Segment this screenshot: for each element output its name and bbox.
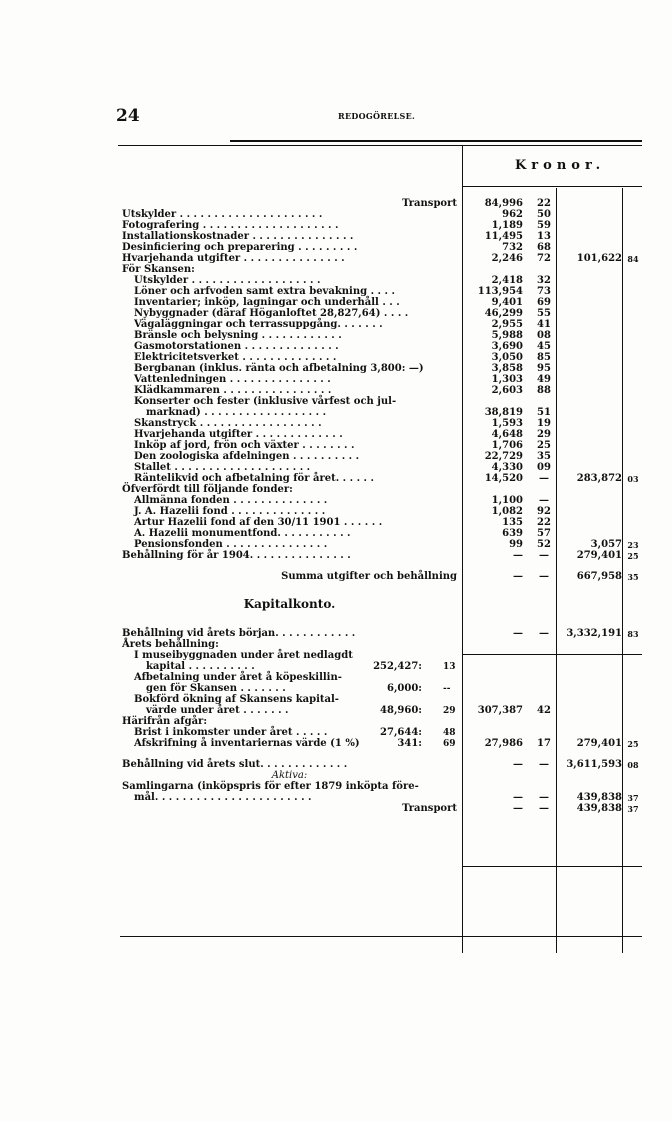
- amount-kronor: 2,418: [491, 275, 523, 286]
- total-kronor: 3,332,191: [566, 628, 622, 639]
- total-ore: 08: [627, 760, 639, 770]
- row-label: A. Hazelii monumentfond. . . . . . . . . . .: [134, 528, 351, 539]
- row-label: Behållning vid årets slut. . . . . . . . . . . . .: [122, 759, 348, 770]
- row-label: Bergbanan (inklus. ränta och afbetalning 3,800: —): [134, 363, 424, 374]
- amount-kronor: 1,593: [491, 418, 523, 429]
- amount-kronor: 135: [502, 517, 523, 528]
- total-ore: 25: [627, 739, 639, 749]
- row-label: Nybyggnader (däraf Höganloftet 28,827,64) . . . .: [134, 308, 409, 319]
- amount-ore: 45: [537, 341, 551, 352]
- amount-ore: 95: [537, 363, 551, 374]
- row-label: Summa utgifter och behållning: [281, 571, 457, 582]
- amount-kronor: 113,954: [477, 286, 523, 297]
- amount-ore: 88: [537, 385, 551, 396]
- amount-kronor: 46,299: [484, 308, 523, 319]
- amount-ore: 55: [537, 308, 551, 319]
- amount-kronor: 732: [502, 242, 523, 253]
- amount-ore: 35: [537, 451, 551, 462]
- row-label: Bränsle och belysning . . . . . . . . . . . .: [134, 330, 342, 341]
- table-row: [0, 550, 672, 562]
- total-kronor: 279,401: [576, 738, 622, 749]
- amount-kronor: 5,988: [491, 330, 523, 341]
- amount-ore: 59: [537, 220, 551, 231]
- total-kronor: 283,872: [576, 473, 622, 484]
- amount-kronor: 9,401: [491, 297, 523, 308]
- top-rule: [230, 140, 642, 142]
- total-kronor: 3,611,593: [566, 759, 622, 770]
- row-label: Installationskostnader . . . . . . . . . . . . . . .: [122, 231, 354, 242]
- end-rule: [120, 936, 642, 937]
- header-rule: [462, 186, 642, 187]
- amount-ore: 57: [537, 528, 551, 539]
- amount-kronor: 1,706: [491, 440, 523, 451]
- row-label: För Skansen:: [122, 264, 195, 275]
- row-label: Behållning för år 1904. . . . . . . . . . . . . . .: [122, 550, 351, 561]
- amount-kronor: 84,996: [484, 198, 523, 209]
- row-label: Löner och arfvoden samt extra bevakning . . . .: [134, 286, 395, 297]
- column-header-kronor: Kronor.: [515, 158, 606, 173]
- row-label: J. A. Hazelii fond . . . . . . . . . . . . . .: [134, 506, 326, 517]
- amount-ore: 50: [537, 209, 551, 220]
- amount-kronor: 639: [502, 528, 523, 539]
- inner-amount-kronor: 6,000:: [386, 683, 422, 694]
- inner-amount-kronor: 341:: [397, 738, 422, 749]
- row-label: Klädkammaren . . . . . . . . . . . . . . . .: [134, 385, 332, 396]
- row-label: Vattenledningen . . . . . . . . . . . . . . .: [134, 374, 331, 385]
- amount-ore: 73: [537, 286, 551, 297]
- total-kronor: 439,838: [576, 803, 622, 814]
- amount-kronor: 3,690: [491, 341, 523, 352]
- table-row: [0, 598, 672, 610]
- total-kronor: 101,622: [576, 253, 622, 264]
- amount-ore: 41: [537, 319, 551, 330]
- inner-amount-ore: 29: [443, 706, 456, 716]
- row-label: värde under året . . . . . . .: [146, 705, 289, 716]
- row-label: Desinficiering och preparering . . . . . . . . .: [122, 242, 358, 253]
- amount-ore: 52: [537, 539, 551, 550]
- amount-ore: 25: [537, 440, 551, 451]
- row-label: Vägaläggningar och terrassuppgång. . . . . . .: [134, 319, 383, 330]
- row-label: Skanstryck . . . . . . . . . . . . . . . . . .: [134, 418, 322, 429]
- inner-amount-kronor: 252,427:: [373, 661, 422, 672]
- amount-kronor: 1,100: [491, 495, 523, 506]
- amount-ore: —: [539, 803, 549, 814]
- top-rule-thin: [118, 145, 642, 146]
- row-label: Samlingarna (inköpspris för efter 1879 inköpta före-: [122, 781, 419, 792]
- amount-kronor: —: [513, 571, 523, 582]
- amount-kronor: —: [513, 792, 523, 803]
- row-label: Pensionsfonden . . . . . . . . . . . . . . .: [134, 539, 328, 550]
- inner-amount-kronor: 27,644:: [380, 727, 422, 738]
- amount-ore: —: [539, 792, 549, 803]
- total-ore: 25: [627, 551, 639, 561]
- amount-kronor: 2,955: [491, 319, 523, 330]
- amount-ore: —: [539, 759, 549, 770]
- row-label: Bokförd ökning af Skansens kapital-: [134, 694, 339, 705]
- row-label: Den zoologiska afdelningen . . . . . . . . . .: [134, 451, 360, 462]
- amount-ore: 51: [537, 407, 551, 418]
- amount-ore: 32: [537, 275, 551, 286]
- total-ore: 35: [627, 572, 639, 582]
- row-label: Räntelikvid och afbetalning för året. . . . . .: [134, 473, 374, 484]
- total-kronor: 279,401: [576, 550, 622, 561]
- row-label: marknad) . . . . . . . . . . . . . . . . . .: [146, 407, 327, 418]
- total-ore: 37: [627, 804, 639, 814]
- row-label: Konserter och fester (inklusive vårfest och jul-: [134, 396, 397, 407]
- inner-amount-ore: 69: [443, 739, 456, 749]
- amount-ore: —: [539, 495, 549, 506]
- row-label: Artur Hazelii fond af den 30/11 1901 . . . . . .: [134, 517, 383, 528]
- row-label: Transport: [402, 803, 457, 814]
- amount-ore: 42: [537, 705, 551, 716]
- amount-ore: 49: [537, 374, 551, 385]
- row-label: I museibyggnaden under året nedlagdt: [134, 650, 353, 661]
- amount-ore: 13: [537, 231, 551, 242]
- amount-ore: 22: [537, 517, 551, 528]
- amount-kronor: 14,520: [484, 473, 523, 484]
- amount-ore: —: [539, 550, 549, 561]
- row-label: Gasmotorstationen . . . . . . . . . . . . . .: [134, 341, 339, 352]
- amount-kronor: —: [513, 550, 523, 561]
- amount-kronor: 38,819: [484, 407, 523, 418]
- amount-kronor: —: [513, 803, 523, 814]
- amount-ore: 85: [537, 352, 551, 363]
- amount-kronor: 1,303: [491, 374, 523, 385]
- amount-kronor: 962: [502, 209, 523, 220]
- total-ore: 03: [627, 474, 639, 484]
- total-ore: 83: [627, 629, 639, 639]
- table-row: [0, 738, 672, 750]
- row-label: Hvarjehanda utgifter . . . . . . . . . . . . . . .: [122, 253, 345, 264]
- row-label: Härifrån afgår:: [122, 716, 208, 727]
- amount-ore: —: [539, 571, 549, 582]
- total-ore: 37: [627, 793, 639, 803]
- row-label: Aktiva:: [271, 770, 308, 781]
- amount-kronor: 11,495: [484, 231, 523, 242]
- amount-kronor: 22,729: [484, 451, 523, 462]
- row-label: Elektricitetsverket . . . . . . . . . . . . . .: [134, 352, 337, 363]
- row-label: Öfverfördt till följande fonder:: [122, 484, 293, 495]
- inner-amount-kronor: 48,960:: [380, 705, 422, 716]
- row-label: Behållning vid årets början. . . . . . . . . . . .: [122, 628, 356, 639]
- row-label: Utskylder . . . . . . . . . . . . . . . . . . . . .: [122, 209, 323, 220]
- amount-kronor: 2,603: [491, 385, 523, 396]
- amount-ore: —: [539, 473, 549, 484]
- amount-ore: 68: [537, 242, 551, 253]
- inner-amount-ore: 48: [443, 728, 456, 738]
- table-row: [0, 571, 672, 583]
- amount-kronor: 1,189: [491, 220, 523, 231]
- amount-kronor: 307,387: [477, 705, 523, 716]
- section-heading: Kapitalkonto.: [243, 597, 336, 611]
- amount-ore: 08: [537, 330, 551, 341]
- amount-kronor: 4,330: [491, 462, 523, 473]
- row-label: kapital . . . . . . . . . .: [146, 661, 255, 672]
- amount-ore: 22: [537, 198, 551, 209]
- amount-ore: 17: [537, 738, 551, 749]
- page-number: 24: [116, 106, 140, 126]
- row-label: Afbetalning under året å köpeskillin-: [134, 672, 342, 683]
- row-label: Inventarier; inköp, lagningar och underhåll . . .: [134, 297, 400, 308]
- amount-ore: 92: [537, 506, 551, 517]
- amount-ore: —: [539, 628, 549, 639]
- row-label: Brist i inkomster under året . . . . .: [134, 727, 328, 738]
- capital-rule: [462, 866, 642, 867]
- inner-amount-ore: --: [443, 684, 451, 694]
- total-ore: 84: [627, 254, 639, 264]
- total-kronor: 667,958: [576, 571, 622, 582]
- row-label: Inköp af jord, frön och växter . . . . . . . .: [134, 440, 355, 451]
- row-label: gen för Skansen . . . . . . .: [146, 683, 286, 694]
- table-row: [0, 803, 672, 815]
- total-kronor: 439,838: [576, 792, 622, 803]
- row-label: Hvarjehanda utgifter . . . . . . . . . . . . .: [134, 429, 343, 440]
- inner-amount-ore: 13: [443, 662, 456, 672]
- amount-kronor: —: [513, 759, 523, 770]
- amount-kronor: 27,986: [484, 738, 523, 749]
- total-kronor: 3,057: [590, 539, 622, 550]
- row-label: Årets behållning:: [122, 639, 219, 650]
- amount-kronor: 2,246: [491, 253, 523, 264]
- amount-ore: 19: [537, 418, 551, 429]
- running-header: REDOGÖRELSE.: [338, 111, 416, 121]
- amount-ore: 69: [537, 297, 551, 308]
- row-label: Utskylder . . . . . . . . . . . . . . . . . . .: [134, 275, 321, 286]
- amount-ore: 29: [537, 429, 551, 440]
- amount-kronor: 4,648: [491, 429, 523, 440]
- row-label: mål. . . . . . . . . . . . . . . . . . . . . . .: [134, 792, 312, 803]
- row-label: Transport: [402, 198, 457, 209]
- amount-kronor: —: [513, 628, 523, 639]
- row-label: Fotografering . . . . . . . . . . . . . . . . . . . .: [122, 220, 339, 231]
- amount-kronor: 99: [509, 539, 523, 550]
- amount-ore: 09: [537, 462, 551, 473]
- amount-kronor: 3,050: [491, 352, 523, 363]
- row-label: Allmänna fonden . . . . . . . . . . . . . .: [134, 495, 328, 506]
- row-label: Afskrifning å inventariernas värde (1 %): [134, 738, 360, 749]
- total-ore: 23: [627, 540, 639, 550]
- amount-kronor: 1,082: [491, 506, 523, 517]
- amount-ore: 72: [537, 253, 551, 264]
- row-label: Stallet . . . . . . . . . . . . . . . . . . . .: [134, 462, 311, 473]
- amount-kronor: 3,858: [491, 363, 523, 374]
